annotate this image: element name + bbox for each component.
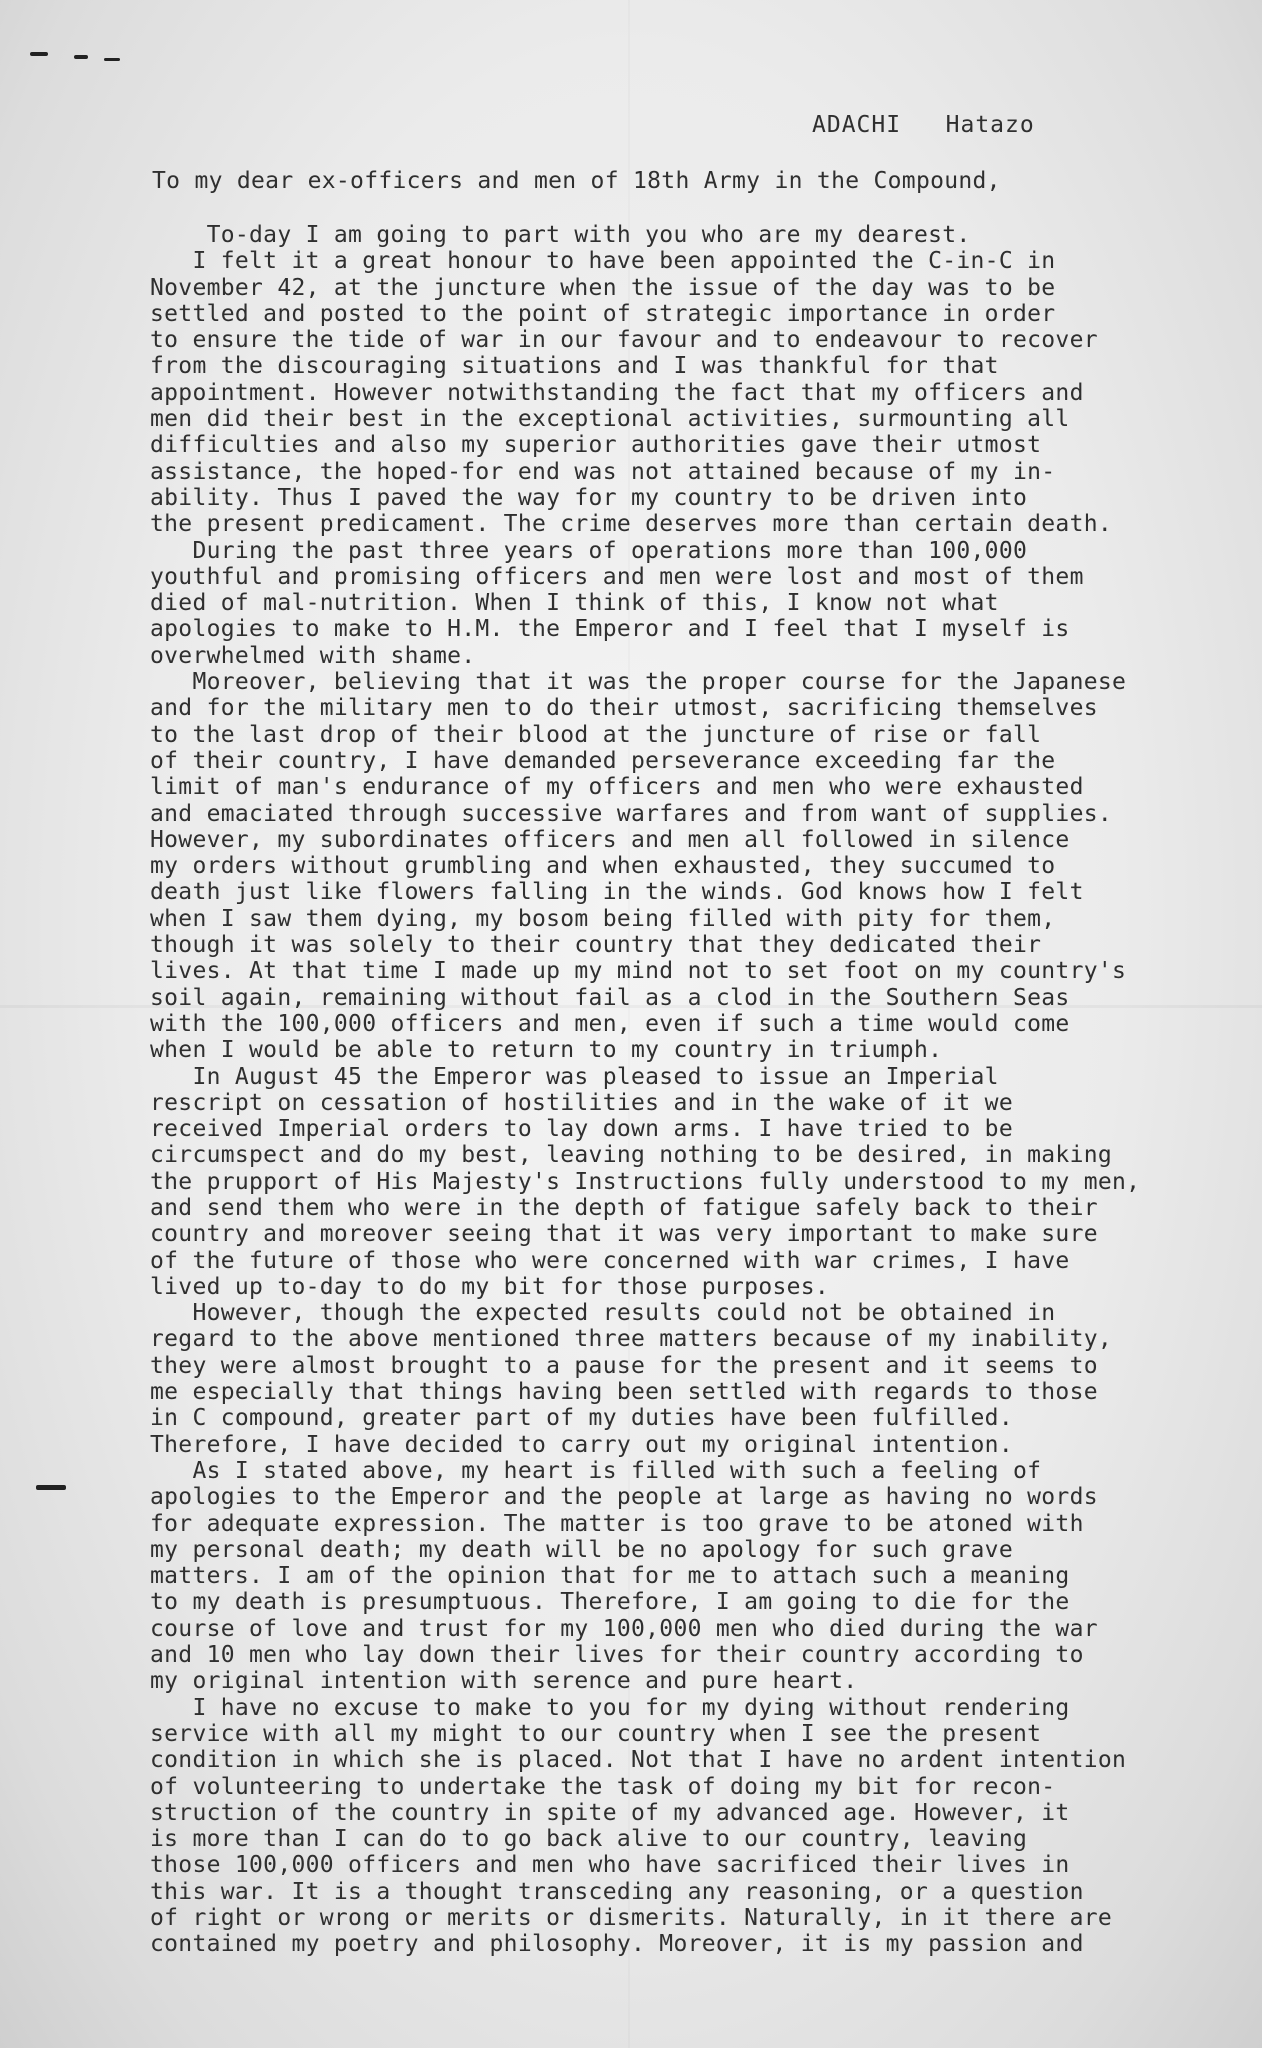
letter-line: of their country, I have demanded perseverance exceeding far the xyxy=(150,747,1056,774)
letter-line: they were almost brought to a pause for the present and it seems to xyxy=(150,1352,1098,1379)
letter-line: rescript on cessation of hostilities and in the wake of it we xyxy=(150,1089,1013,1116)
ink-speck-top-left-2 xyxy=(74,55,88,59)
letter-line: to ensure the tide of war in our favour and to endeavour to recover xyxy=(150,327,1098,354)
letter-line: though it was solely to their country that they dedicated their xyxy=(150,932,1042,959)
letter-line: To-day I am going to part with you who are my dearest. xyxy=(150,222,971,248)
letter-line: ability. Thus I paved the way for my country to be driven into xyxy=(150,484,1028,511)
letter-line: contained my poetry and philosophy. Moreover, it is my passion and xyxy=(150,1931,1084,1958)
letter-line: struction of the country in spite of my advanced age. However, it xyxy=(150,1799,1070,1826)
letter-line: apologies to the Emperor and the people at large as having no words xyxy=(150,1484,1098,1511)
letter-line: condition in which she is placed. Not that I have no ardent intention xyxy=(150,1747,1127,1774)
letter-line: matters. I am of the opinion that for me to attach such a meaning xyxy=(150,1563,1070,1590)
ink-speck-left-margin xyxy=(36,1485,66,1490)
letter-line: of right or wrong or merits or dismerits. Naturally, in it there are xyxy=(150,1905,1113,1931)
letter-line: my original intention with serence and pure heart. xyxy=(150,1668,858,1695)
letter-line: and emaciated through successive warfares and from want of supplies. xyxy=(150,800,1113,827)
letter-line: November 42, at the juncture when the issue of the day was to be xyxy=(150,274,1056,301)
letter-line: In August 45 the Emperor was pleased to issue an Imperial xyxy=(150,1063,999,1090)
letter-line: course of love and trust for my 100,000 men who died during the war xyxy=(150,1615,1098,1642)
letter-line: settled and posted to the point of strategic importance in order xyxy=(150,300,1056,327)
letter-line: However, though the expected results could not be obtained in xyxy=(150,1300,1056,1327)
letter-line: to my death is presumptuous. Therefore, I am going to die for the xyxy=(150,1589,1070,1616)
letter-line: service with all my might to our country when I see the present xyxy=(150,1720,1042,1747)
letter-line: this war. It is a thought transceding any reasoning, or a question xyxy=(150,1878,1084,1905)
letter-line: of volunteering to undertake the task of doing my bit for recon- xyxy=(150,1773,1056,1800)
ink-speck-top-left xyxy=(30,52,48,56)
letter-line: from the discouraging situations and I was thankful for that xyxy=(150,353,999,380)
signature-line: ADACHI Hatazo xyxy=(812,112,1035,138)
letter-line: with the 100,000 officers and men, even if such a time would come xyxy=(150,1010,1070,1037)
letter-line: assistance, the hoped-for end was not attained because of my in- xyxy=(150,458,1056,485)
letter-line: death just like flowers falling in the winds. God knows how I felt xyxy=(150,879,1084,906)
letter-line: regard to the above mentioned three matters because of my inability, xyxy=(150,1326,1113,1353)
letter-line: is more than I can do to go back alive to our country, leaving xyxy=(150,1826,1028,1853)
letter-line: Therefore, I have decided to carry out my original intention. xyxy=(150,1431,1013,1458)
letter-line: to the last drop of their blood at the juncture of rise or fall xyxy=(150,721,1042,748)
letter-line: received Imperial orders to lay down arms. I have tried to be xyxy=(150,1116,1013,1143)
letter-line: circumspect and do my best, leaving nothing to be desired, in making xyxy=(150,1142,1113,1169)
letter-line: my personal death; my death will be no apology for such grave xyxy=(150,1536,1013,1563)
letter-line: However, my subordinates officers and men all followed in silence xyxy=(150,826,1070,853)
letter-body xyxy=(150,222,1140,1958)
letter-line: in C compound, greater part of my duties have been fulfilled. xyxy=(150,1405,1013,1432)
letter-line: and send them who were in the depth of fatigue safely back to their xyxy=(150,1194,1098,1221)
letter-line: and 10 men who lay down their lives for their country according to xyxy=(150,1642,1084,1669)
ink-speck-top-left-3 xyxy=(104,58,120,61)
salutation: To my dear ex-officers and men of 18th Army in the Compound, xyxy=(152,168,1001,194)
letter-line: the present predicament. The crime deserves more than certain death. xyxy=(150,511,1113,538)
letter-line: when I saw them dying, my bosom being filled with pity for them, xyxy=(150,905,1056,932)
letter-line: difficulties and also my superior authorities gave their utmost xyxy=(150,432,1042,459)
letter-line: the prupport of His Majesty's Instructions fully understood to my men, xyxy=(150,1168,1141,1195)
letter-line: limit of man's endurance of my officers and men who were exhausted xyxy=(150,774,1084,801)
letter-line: of the future of those who were concerned with war crimes, I have xyxy=(150,1247,1070,1274)
letter-line: Moreover, believing that it was the proper course for the Japanese xyxy=(150,669,1127,696)
letter-line: I felt it a great honour to have been appointed the C-in-C in xyxy=(150,248,1056,275)
letter-line: soil again, remaining without fail as a clod in the Southern Seas xyxy=(150,984,1070,1011)
letter-line: youthful and promising officers and men were lost and most of them xyxy=(150,563,1084,590)
letter-line: my orders without grumbling and when exhausted, they succumed to xyxy=(150,853,1056,880)
letter-line: I have no excuse to make to you for my dying without rendering xyxy=(150,1694,1070,1721)
letter-line: As I stated above, my heart is filled with such a feeling of xyxy=(150,1457,1042,1484)
letter-line: died of mal-nutrition. When I think of this, I know not what xyxy=(150,590,999,617)
letter-line: for adequate expression. The matter is too grave to be atoned with xyxy=(150,1510,1084,1537)
letter-line: country and moreover seeing that it was very important to make sure xyxy=(150,1221,1098,1248)
letter-line: apologies to make to H.M. the Emperor and I feel that I myself is xyxy=(150,616,1070,643)
letter-line: me especially that things having been settled with regards to those xyxy=(150,1379,1098,1406)
letter-line: lived up to-day to do my bit for those purposes. xyxy=(150,1273,830,1300)
letter-line: During the past three years of operations more than 100,000 xyxy=(150,537,1028,564)
letter-line: lives. At that time I made up my mind not to set foot on my country's xyxy=(150,958,1127,985)
letter-line: men did their best in the exceptional activities, surmounting all xyxy=(150,406,1070,433)
letter-line: and for the military men to do their utmost, sacrificing themselves xyxy=(150,695,1098,722)
letter-line: overwhelmed with shame. xyxy=(150,642,476,669)
letter-line: appointment. However notwithstanding the fact that my officers and xyxy=(150,379,1084,406)
letter-line: when I would be able to return to my country in triumph. xyxy=(150,1037,943,1064)
letter-line: those 100,000 officers and men who have sacrificed their lives in xyxy=(150,1852,1070,1879)
